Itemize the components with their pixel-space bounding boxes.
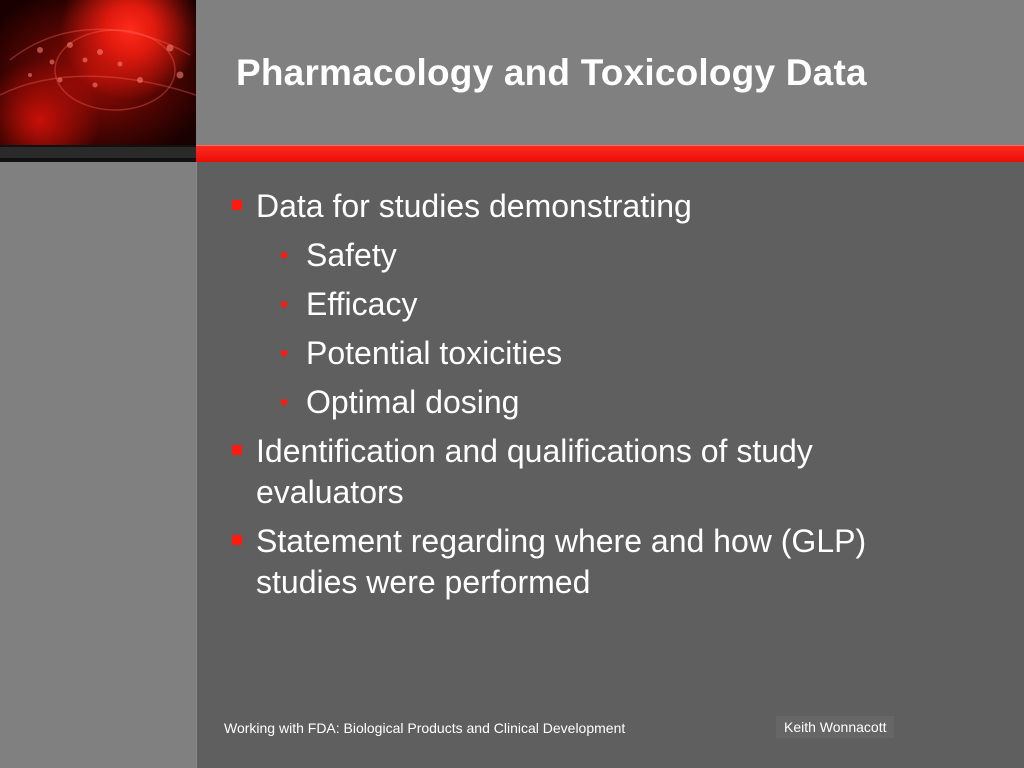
left-sidebar-panel	[0, 162, 196, 768]
dot-bullet-icon: •	[280, 340, 289, 367]
bullet-text: Data for studies demonstrating	[256, 188, 692, 224]
header-stripe-red	[196, 145, 1024, 162]
sub-bullet-text: Optimal dosing	[306, 384, 520, 420]
sub-bullet-item	[226, 382, 946, 423]
sub-bullet-text: Safety	[306, 237, 397, 273]
sub-bullet-text: Potential toxicities	[306, 335, 563, 371]
dot-bullet-icon: •	[280, 389, 289, 416]
slide-title: Pharmacology and Toxicology Data	[236, 52, 867, 93]
bullet-item	[226, 521, 946, 603]
footer-presentation-title: Working with FDA: Biological Products and Clinical Development	[224, 720, 626, 736]
sub-bullet-item	[226, 333, 946, 374]
left-divider	[196, 162, 197, 768]
decorative-red-image	[0, 0, 196, 145]
header-stripe-gray	[0, 147, 196, 158]
square-bullet-icon	[232, 200, 242, 210]
dot-bullet-icon: •	[280, 242, 289, 269]
bullet-item	[226, 431, 946, 513]
dot-bullet-icon: •	[280, 291, 289, 318]
sub-bullet-item	[226, 235, 946, 276]
sub-bullet-text: Efficacy	[306, 286, 418, 322]
square-bullet-icon	[232, 445, 242, 455]
slide-content	[226, 186, 946, 611]
sub-bullet-item	[226, 284, 946, 325]
bullet-text: Identification and qualifications of study evaluators	[256, 433, 813, 510]
square-bullet-icon	[232, 535, 242, 545]
bullet-text: Statement regarding where and how (GLP) studies were performed	[256, 523, 867, 600]
footer-author: Keith Wonnacott	[776, 716, 894, 738]
bullet-item	[226, 186, 946, 227]
